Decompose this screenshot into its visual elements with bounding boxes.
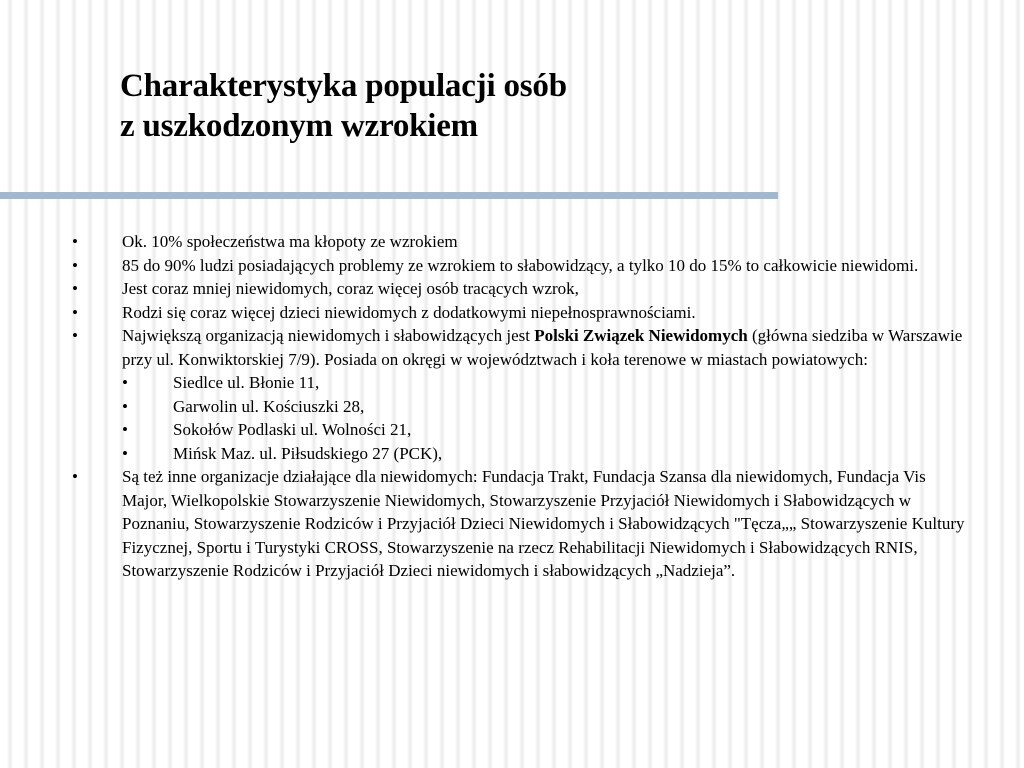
list-item [72,277,970,301]
bullet-marker: • [72,302,78,322]
list-item [72,465,970,583]
sub-list-item-text: Sokołów Podlaski ul. Wolności 21, [173,420,412,439]
list-item [72,254,970,278]
bullet-marker: • [122,396,128,416]
sub-list-item [122,442,970,466]
sub-list-item-text: Siedlce ul. Błonie 11, [173,373,320,392]
bullet-marker: • [122,420,128,439]
sub-list-item [122,395,970,419]
slide-title [120,66,567,146]
bullet-list [72,230,970,583]
bullet-marker: • [72,232,78,251]
bullet-marker: • [72,467,78,486]
list-item-text: Ok. 10% społeczeństwa ma kłopoty ze wzrokiem [122,232,458,251]
bullet-marker: • [72,255,78,275]
slide-title-line-2: z uszkodzonym wzrokiem [120,108,478,144]
slide-title-line-1: Charakterystyka populacji osób [120,68,567,104]
list-item-text: (główna siedziba w Warszawie przy ul. Konwiktorskiej 7/9). Posiada on okręgi w województwach i koła terenowe w miastach powiatowych: [122,326,963,369]
list-item-text: Rodzi się coraz więcej dzieci niewidomych z dodatkowymi niepełnosprawnościami. [122,302,696,322]
sub-list [122,371,970,465]
list-item [72,230,970,254]
list-item [72,324,970,465]
bullet-marker: • [122,443,128,463]
list-item-text: 85 do 90% ludzi posiadających problemy ze wzrokiem to słabowidzący, a tylko 10 do 15% to całkowicie niewidomi. [122,255,919,275]
bullet-marker: • [72,279,78,298]
title-divider [0,192,778,199]
bullet-marker: • [122,373,128,392]
list-item-text: Największą organizacją niewidomych i słabowidzących jest [122,326,535,345]
list-item-text: Są też inne organizacje działające dla niewidomych: Fundacja Trakt, Fundacja Szansa dla niewidomych, Fundacja Vis Major, Wielkopolskie Stowarzyszenie Niewidomych, Stowarzyszenie Przyjaciół Niewidomych i Słabowidzących w Poznaniu, Stowarzyszenie Rodziców i Przyjaciół Dzieci Niewidomych i Słabowidzących "Tęcza„„ Stowarzyszenie Kultury Fizycznej, Sportu i Turystyki CROSS, Stowarzyszenie na rzecz Rehabilitacji Niewidomych i Słabowidzących RNIS, Stowarzyszenie Rodziców i Przyjaciół Dzieci niewidomych i słabowidzących „Nadzieja”. [122,467,965,580]
sub-list-item [122,418,970,442]
sub-list-item-text: Garwolin ul. Kościuszki 28, [173,396,365,416]
list-item-text: Jest coraz mniej niewidomych, coraz więcej osób tracących wzrok, [122,279,579,298]
sub-list-item [122,371,970,395]
organization-name: Polski Związek Niewidomych [534,326,748,345]
bullet-marker: • [72,326,78,345]
list-item [72,301,970,325]
sub-list-item-text: Mińsk Maz. ul. Piłsudskiego 27 (PCK), [173,443,443,463]
